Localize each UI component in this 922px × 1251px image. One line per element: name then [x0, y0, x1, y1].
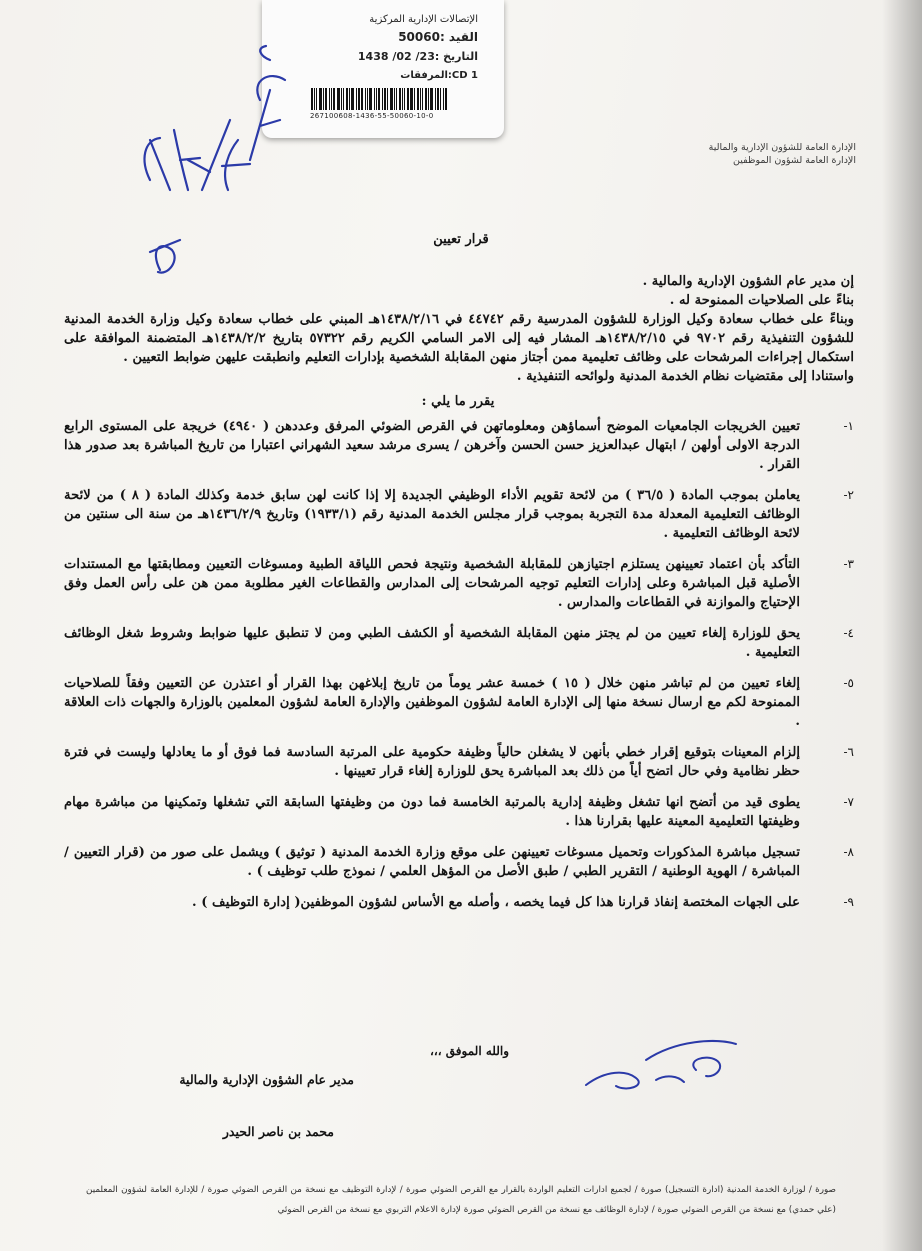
- signatory-title: مدير عام الشؤون الإدارية والمالية: [179, 1072, 354, 1087]
- barcode-bar: [316, 88, 317, 110]
- copies-distribution: صورة / لوزارة الخدمة المدنية (ادارة التسجيل) صورة / لجميع ادارات التعليم الواردة بالقرار مع القرص الضوئي صورة / لإدارة التوظيف مع نسخة من القرص الضوئي صورة / للإدارة العامة لشؤون المعلمين (علي حمدي) مع نسخة من القرص الضوئي صورة / لإدارة الوظائف مع نسخة من القرص الضوئي صورة لإدارة الاعلام التربوي مع نسخة من القرص الضوئي: [86, 1185, 836, 1215]
- barcode-bar: [410, 88, 413, 110]
- barcode-bar: [396, 88, 397, 110]
- barcode-bar: [346, 88, 348, 110]
- barcode-bar: [420, 88, 421, 110]
- clause-text: إلغاء تعيين من لم تباشر منهن خلال ( ١٥ ) خمسة عشر يوماً من تاريخ إبلاغهن بهذا القرار أو اعتذرن عن التعيين وفقاً للصلاحيات الممنوحة لكم مع ارسال نسخة منها إلى الإدارة العامة لشؤون الموظفين والإدارة العامة لشؤون المعلمين بالوزارة والجهات ذات العلاقة .: [64, 676, 801, 729]
- barcode-bar: [445, 88, 447, 110]
- barcode-bar: [404, 88, 405, 110]
- barcode-bar: [311, 88, 313, 110]
- list-item: [64, 893, 854, 912]
- barcode-bar: [367, 88, 368, 110]
- signatory-name: محمد بن ناصر الحيدر: [222, 1124, 334, 1139]
- clause-number: ٣-: [843, 557, 854, 571]
- barcode-bar: [399, 88, 401, 110]
- barcode-bar: [425, 88, 427, 110]
- barcode-bar: [407, 88, 409, 110]
- barcode-bar: [378, 88, 380, 110]
- clause-number: ٧-: [843, 795, 854, 809]
- barcode-bar: [414, 88, 415, 110]
- barcode-bar: [369, 88, 372, 110]
- list-item: [64, 555, 854, 612]
- clause-number: ٦-: [843, 745, 854, 759]
- barcode-bar: [361, 88, 363, 110]
- clause-number: ٨-: [843, 845, 854, 859]
- barcode-bar: [323, 88, 324, 110]
- clauses-list: [64, 417, 854, 912]
- barcode-bar: [325, 88, 327, 110]
- list-item: [64, 793, 854, 831]
- sticker-number: القيد :50060: [398, 30, 478, 44]
- page-title: قرار تعيين: [433, 232, 489, 247]
- clause-text: يحق للوزارة إلغاء تعيين من لم يجتز منهن المقابلة الشخصية أو الكشف الطبي ومن لا تنطبق عليها ضوابط وشروط شغل الوظائف التعليمية .: [64, 626, 800, 660]
- barcode-bar: [384, 88, 386, 110]
- barcode-bar: [417, 88, 419, 110]
- clause-text: إلزام المعينات بتوقيع إقرار خطي بأنهن لا يشغلن حالياً وظيفة حكومية على المرتبة السادسة فما فوق أو ما يعادلها وليست في فترة حظر نظامية وفي حال اتضح أياً من ذلك بعد المباشرة يحق للوزارة إلغاء قرار تعيينها .: [64, 745, 800, 779]
- barcode-bar: [356, 88, 357, 110]
- barcode-bar: [443, 88, 444, 110]
- barcode-bar: [337, 88, 340, 110]
- barcode-bar: [440, 88, 441, 110]
- barcode-bar: [402, 88, 403, 110]
- clause-number: ٥-: [843, 676, 854, 690]
- barcode-bar: [329, 88, 330, 110]
- barcode-bar: [331, 88, 332, 110]
- barcode-bar: [349, 88, 350, 110]
- clause-text: تسجيل مباشرة المذكورات وتحميل مسوغات تعيينهن على موقع وزارة الخدمة المدنية ( توثيق ) ويشمل على صور من (قرار التعيين / المباشرة / الهوية الوطنية / التقرير الطبي / طبق الأصل من المؤهل العلمي / نموذج طلب توظيف ) .: [64, 845, 800, 879]
- preamble-paragraph: إن مدير عام الشؤون الإدارية والمالية .: [642, 274, 854, 289]
- list-item: [64, 624, 854, 662]
- handwritten-date-annotation: [110, 40, 300, 290]
- barcode-bar: [387, 88, 388, 110]
- clause-number: ١-: [843, 419, 854, 433]
- barcode-bar: [435, 88, 436, 110]
- preamble-paragraph: بناءً على الصلاحيات الممنوحة له .: [669, 293, 854, 308]
- barcode-bar: [365, 88, 366, 110]
- barcode-bar: [374, 88, 375, 110]
- list-item: [64, 486, 854, 543]
- clause-text: على الجهات المختصة إنفاذ قرارنا هذا كل فيما يخصه ، وأصله مع الأساس لشؤون الموظفين( إدارة التوظيف ) .: [192, 895, 800, 910]
- barcode-bar: [390, 88, 393, 110]
- clause-text: يطوى قيد من أتضح انها تشغل وظيفة إدارية بالمرتبة الخامسة فما دون من وظيفتها السابقة التي تشغلها وتمكينها من مباشرة مهام وظيفتها التعليمية المعينة عليها بقرارنا هذا .: [64, 795, 800, 829]
- barcode-bar: [430, 88, 433, 110]
- list-item: [64, 674, 854, 731]
- signature-icon: [566, 1030, 746, 1100]
- header-line-1: الإدارة العامة للشؤون الإدارية والمالية: [708, 142, 856, 153]
- clause-text: يعاملن بموجب المادة ( ٣٦/٥ ) من لائحة تقويم الأداء الوظيفي الجديدة إلا إذا كانت لهن سابق خدمة وكذلك المادة ( ٨ ) من لائحة الوظائف التعليمية المعدلة مدة التجربة بموجب قرار مجلس الخدمة المدنية رقم (١٩٣٣/١) وتاريخ ١٤٣٦/٢/٩هـ من سنة الى سنتين من لائحة الوظائف التعليمية .: [64, 488, 801, 541]
- barcode-bar: [376, 88, 377, 110]
- list-item: [64, 843, 854, 881]
- preamble: [64, 272, 854, 386]
- list-item: [64, 417, 854, 474]
- preamble-paragraph: واستنادا إلى مقتضيات نظام الخدمة المدنية ولوائحه التنفيذية .: [516, 369, 854, 384]
- sticker-attachments: المرفقات:CD 1: [400, 70, 478, 81]
- barcode-bar: [314, 88, 315, 110]
- list-item: [64, 743, 854, 781]
- clause-number: ٩-: [843, 895, 854, 909]
- preamble-paragraph: وبناءً على خطاب سعادة وكيل الوزارة للشؤون المدرسية رقم ٤٤٧٤٢ في ١٤٣٨/٢/١٦هـ المبني على خطاب سعادة وكيل وزارة الخدمة المدنية للشؤون التنفيذية رقم ٩٧٠٢ في ١٤٣٨/٢/١٥هـ المشار فيه إلى الامر السامي الكريم رقم ٥٧٣٢٢ بتاريخ ١٤٣٨/٢/٢هـ المتضمنة الموافقة على استكمال إجراءات المرشحات على وظائف تعليمية ممن أجتاز منهن المقابلة الشخصية بإدارات التعليم وانطبقت عليهن ضوابط التعيين .: [64, 312, 855, 365]
- barcode-bar: [343, 88, 344, 110]
- clause-number: ٢-: [843, 488, 854, 502]
- clause-text: التأكد بأن اعتماد تعيينهن يستلزم اجتيازهن للمقابلة الشخصية ونتيجة فحص اللياقة الطبية ومسوغات التعيين ومطابقتها مع المستندات الأصلية قبل المباشرة وعلى إدارات التعليم توجيه المرشحات إلى المدارس والقطاعات الغير مطلوبة ممن هن على رأس العمل وفق الإحتياج والموازنة في القطاعات والمدارس .: [64, 557, 800, 610]
- barcode-bar: [382, 88, 383, 110]
- clause-text: تعيين الخريجات الجامعيات الموضح أسماؤهن ومعلوماتهن في القرص الضوئي المرفق وعددهن ( ٤٩٤٠) خريجة على المستوى الرابع الدرجة الاولى أولهن / ابتهال عبدالعزيز حسن الحسن وآخرهن / يسرى مرشد سعيد الشهراني اعتبارا من تاريخ المباشرة بعد صدور هذا القرار .: [64, 419, 800, 472]
- decides-heading: يقرر ما يلي :: [421, 394, 495, 409]
- barcode-bar: [422, 88, 423, 110]
- barcode-bar: [428, 88, 429, 110]
- sticker-date: التاريخ :23/ 02/ 1438: [357, 50, 478, 63]
- barcode-bar: [437, 88, 439, 110]
- barcode-bar: [333, 88, 335, 110]
- header-line-2: الإدارة العامة لشؤون الموظفين: [733, 155, 856, 166]
- closing-text: والله الموفق ،،،: [430, 1044, 510, 1058]
- barcode-text: 267100608-1436-55-50060-10-0: [310, 112, 434, 120]
- sticker-org: الإتصالات الإدارية المركزية: [369, 14, 478, 25]
- clause-number: ٤-: [843, 626, 854, 640]
- document-body: [64, 272, 854, 924]
- barcode-bar: [351, 88, 354, 110]
- barcode-bar: [358, 88, 360, 110]
- barcode-bar: [319, 88, 322, 110]
- barcode-bar: [341, 88, 342, 110]
- barcode-bar: [394, 88, 395, 110]
- barcode-icon: [310, 88, 460, 110]
